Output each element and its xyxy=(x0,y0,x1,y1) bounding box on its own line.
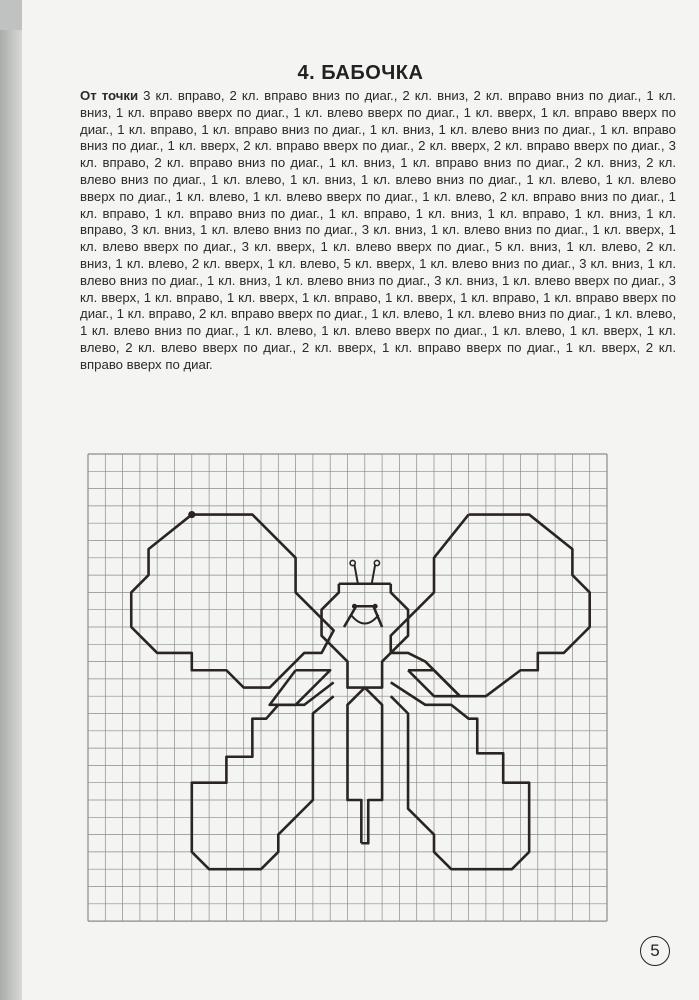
butterfly-segment xyxy=(391,682,529,869)
eye xyxy=(352,604,357,609)
butterfly-segment xyxy=(192,682,334,869)
page-number: 5 xyxy=(640,936,670,966)
page-title: 4. БАБОЧКА xyxy=(297,62,424,84)
antenna-tip xyxy=(374,560,379,565)
butterfly-outline xyxy=(131,515,589,870)
antenna-tip xyxy=(350,560,355,565)
instructions-body: 3 кл. вправо, 2 кл. вправо вниз по диаг., 2 кл. вниз, 2 кл. вправо вниз по диаг., 1 кл. вниз, 1 кл. вправо вверх по диаг., 1 кл. влево вверх по диаг., 1 кл. вверх, 1 кл. вправо вверх по диаг., 1 кл. вправо, 1 кл. вправо вниз по диаг., 1 кл. вниз, 1 кл. влево вниз по диаг., 1 кл. вправо вниз по диаг., 1 кл. вверх, 2 кл. вправо вверх по диаг., 2 кл. вверх, 2 кл. вправо вверх по диаг., 3 кл. вправо, 2 кл. вправо вниз по диаг., 1 кл. вниз, 1 кл. вправо вниз по диаг., 2 кл. вниз, 2 кл. влево вниз по диаг., 1 кл. влево, 1 кл. вниз, 1 кл. влево вниз по диаг., 1 кл. влево, 1 кл. влево вверх по диаг., 1 кл. влево, 1 кл. влево вверх по диаг., 1 кл. влево, 2 кл. вправо вниз по диаг., 1 кл. вправо, 1 кл. вправо вниз по диаг., 1 кл. вправо, 1 кл. вниз, 1 кл. вправо, 1 кл. вниз, 1 кл. вправо, 3 кл. вниз, 1 кл. влево вниз по диаг., 3 кл. вниз, 1 кл. влево вниз по диаг., 1 кл. вверх, 1 кл. влево вверх по диаг., 3 кл. вверх, 1 кл. влево вверх по диаг., 5 кл. вниз, 1 кл. влево, 2 кл. вниз, 1 кл. влево, 2 кл. вверх, 1 кл. влево, 5 кл. вверх, 1 кл. влево вниз по диаг., 3 кл. вниз, 1 кл. влево вниз по диаг., 1 кл. вниз, 1 кл. влево вниз по диаг., 3 кл. вниз, 1 кл. влево вверх по диаг., 3 кл. вверх, 1 кл. вправо, 1 кл. вверх, 1 кл. вправо, 1 кл. вверх, 1 кл. вправо, 1 кл. вправо вверх по диаг., 1 кл. вправо, 2 кл. вправо вверх по диаг., 1 кл. влево, 1 кл. влево вниз по диаг., 1 кл. влево, 1 кл. влево вниз по диаг., 1 кл. влево, 1 кл. влево вверх по диаг., 1 кл. влево, 1 кл. вверх, 1 кл. влево, 2 кл. влево вверх по диаг., 2 кл. вверх, 1 кл. вправо вверх по диаг., 1 кл. вверх, 2 кл. вправо вверх по диаг. xyxy=(80,88,676,372)
instructions-lead: От точки xyxy=(80,88,139,103)
start-point-dot xyxy=(188,511,195,518)
butterfly-segment xyxy=(270,670,331,705)
eye xyxy=(373,604,378,609)
